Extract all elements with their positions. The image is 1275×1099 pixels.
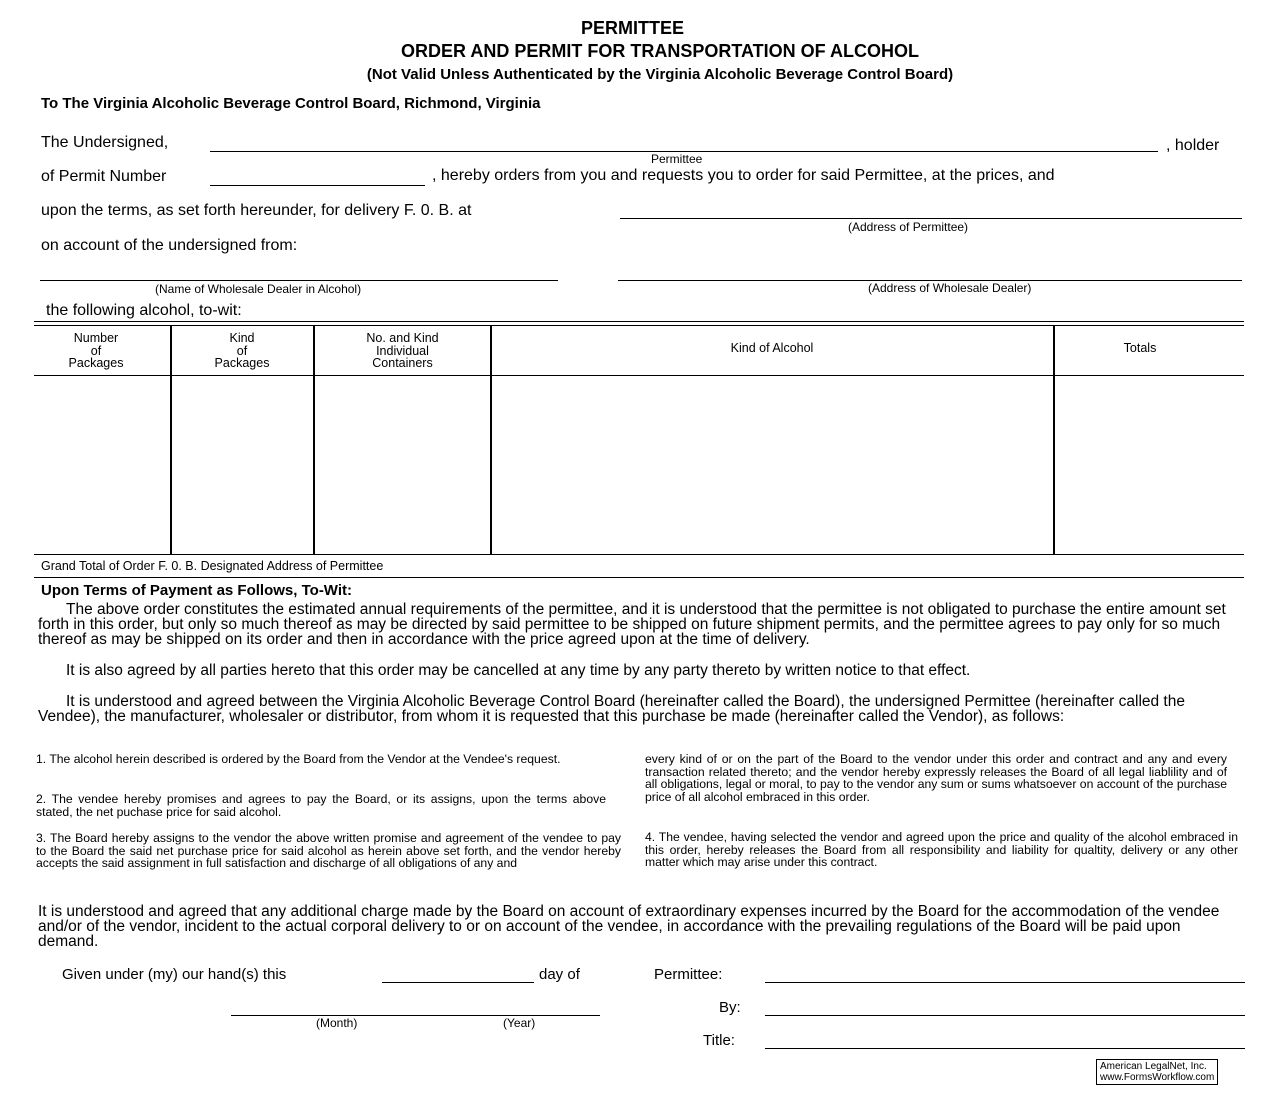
wholesale-name-line[interactable] — [40, 280, 558, 281]
table-header-rule — [34, 375, 1244, 376]
grand-total-rule — [34, 577, 1244, 578]
permittee-caption: Permittee — [651, 152, 703, 166]
col-header-number-packages: Number of Packages — [68, 331, 124, 370]
title-line[interactable] — [765, 1048, 1245, 1049]
title-label: Title: — [703, 1032, 735, 1049]
permittee-sign-line[interactable] — [765, 982, 1245, 983]
year-caption: (Year) — [503, 1016, 536, 1030]
wholesale-address-caption: (Address of Wholesale Dealer) — [868, 281, 1032, 295]
publisher-logo: American LegalNet, Inc. www.FormsWorkflow.com — [1096, 1059, 1218, 1085]
clause-2: 2. The vendee hereby promises and agrees to pay the Board, or its assigns, upon the terms above stated, the net puchase price for said alcohol. — [36, 792, 606, 819]
by-label: By: — [719, 999, 741, 1016]
month-year-line[interactable] — [231, 1015, 600, 1016]
wholesale-name-caption: (Name of Wholesale Dealer in Alcohol) — [155, 282, 362, 296]
permittee-sign-label: Permittee: — [654, 966, 723, 983]
terms-paragraph-3: It is understood and agreed between the Virginia Alcoholic Beverage Control Board (hereinafter called the Board), the undersigned Permittee (hereinafter called the Vendee), the manufacturer, wholesaler or distributor, from whom it is requested that this purchase be made (hereinafter called the Vendor), as follows: — [38, 693, 1185, 725]
following-text: the following alcohol, to-wit: — [46, 302, 242, 319]
hereby-text: , hereby orders from you and requests you to order for said Permittee, at the prices, and — [432, 167, 1055, 184]
form-subtitle: ORDER AND PERMIT FOR TRANSPORTATION OF ALCOHOL — [401, 41, 919, 61]
col-header-totals: Totals — [1123, 341, 1157, 355]
table-top-rule-1 — [34, 321, 1244, 322]
terms-paragraph-1: The above order constitutes the estimated annual requirements of the permittee, and it is understood that the permittee is not obligated to purchase the entire amount set forth in this order, but only so much thereof as may be directed by said permittee to be shipped on future shipment permits, and the permittee agrees to pay only for so much thereof as may be shipped on its order and then in accordance with the price agreed upon at the time of delivery. — [38, 601, 1226, 648]
col-divider-3 — [490, 325, 492, 554]
closing-paragraph: It is understood and agreed that any additional charge made by the Board on account of extraordinary expenses incurred by the Board for the accommodation of the vendee and/or of the vendor, incident to the actual corporal delivery to or on account of the vendee, in accordance with the prevailing regulations of the Board will be paid upon demand. — [38, 903, 1220, 950]
address-permittee-line[interactable] — [620, 218, 1242, 219]
permit-number-line[interactable] — [210, 185, 425, 186]
terms-heading: Upon Terms of Payment as Follows, To-Wit: — [41, 582, 352, 599]
day-line[interactable] — [382, 982, 534, 983]
validity-note: (Not Valid Unless Authenticated by the Virginia Alcoholic Beverage Control Board) — [366, 66, 954, 83]
undersigned-label: The Undersigned, — [41, 134, 169, 151]
month-caption: (Month) — [316, 1016, 358, 1030]
clause-3-continued: every kind of or on the part of the Board to the vendor under this order and contract and any and every transaction related thereto; and the vendor hereby expressly releases the Board of all legal liablility and of all obligations, legal or moral, to pay to the vendor any sum or sums whatsoever on account of the purchase price of all alcohol embraced in this order. — [645, 752, 1227, 804]
table-bottom-rule — [34, 554, 1244, 555]
day-of-label: day of — [539, 966, 580, 983]
clause-1: 1. The alcohol herein described is ordered by the Board from the Vendor at the Vendee's request. — [36, 752, 561, 766]
col-header-containers: No. and Kind Individual Containers — [366, 331, 439, 370]
addressee: To The Virginia Alcoholic Beverage Control Board, Richmond, Virginia — [41, 95, 541, 112]
table-top-rule-2 — [34, 325, 1244, 326]
col-header-kind-packages: Kind of Packages — [214, 331, 270, 370]
form-title: PERMITTEE — [580, 18, 684, 38]
given-label: Given under (my) our hand(s) this — [62, 966, 287, 983]
terms-paragraph-2: It is also agreed by all parties hereto that this order may be cancelled at any time by any party thereto by written notice to that effect. — [66, 662, 971, 679]
clause-3: 3. The Board hereby assigns to the vendor the above written promise and agreement of the vendee to pay to the Board the said net purchase price for said alcohol as herein above set forth, and the vendor hereby accepts the said assignment in full satisfaction and discharge of all obligations of any and — [36, 831, 621, 870]
by-line[interactable] — [765, 1015, 1245, 1016]
col-divider-4 — [1053, 325, 1055, 554]
holder-label: , holder — [1166, 137, 1220, 154]
address-permittee-caption: (Address of Permittee) — [848, 220, 969, 234]
upon-terms-text: upon the terms, as set forth hereunder, for delivery F. 0. B. at — [41, 202, 472, 219]
permit-number-label: of Permit Number — [41, 168, 167, 185]
on-account-text: on account of the undersigned from: — [41, 237, 298, 254]
col-header-kind-alcohol: Kind of Alcohol — [730, 341, 814, 355]
grand-total-label: Grand Total of Order F. 0. B. Designated Address of Permittee — [41, 559, 384, 573]
clause-4: 4. The vendee, having selected the vendor and agreed upon the price and quality of the alcohol embraced in this order, hereby releases the Board from all responsibility and liability for qualtity, delivery or any other matter which may arise under this contract. — [645, 830, 1238, 869]
